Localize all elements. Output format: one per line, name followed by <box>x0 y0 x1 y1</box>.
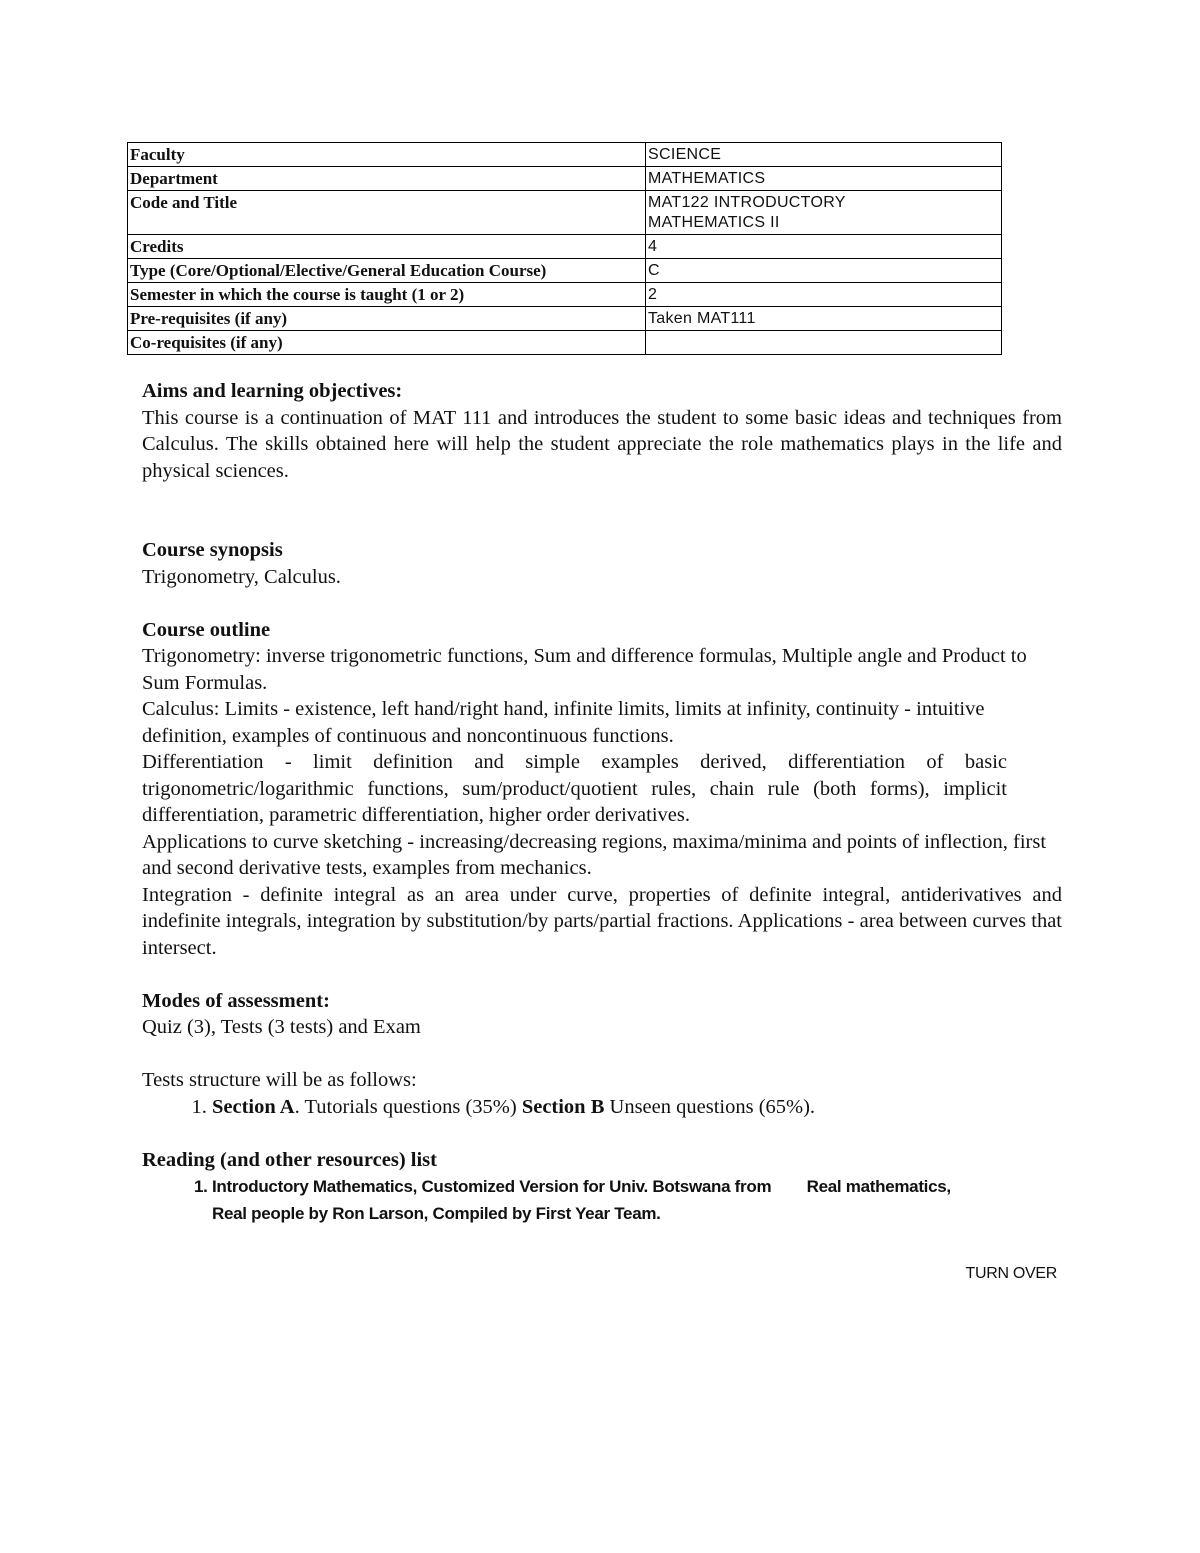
row-label: Type (Core/Optional/Elective/General Education Course) <box>128 259 646 283</box>
reading-list <box>142 1173 1062 1227</box>
outline-integration: Integration - definite integral as an area under curve, properties of definite integral, antiderivatives and indefinite integrals, integration by substitution/by parts/partial fractions. Applications - area between curves that intersect. <box>142 883 1062 959</box>
row-label: Faculty <box>128 143 646 167</box>
row-value <box>646 331 1002 355</box>
row-value: 4 <box>646 235 1002 259</box>
row-value: MATHEMATICS <box>646 167 1002 191</box>
section-b-text: Unseen questions (65%). <box>604 1095 816 1118</box>
aims-text: This course is a continuation of MAT 111 and introduces the student to some basic ideas and techniques from Calculus. The skills obtained here will help the student appreciate the role mathematics plays in the life and physical sciences. <box>142 406 1062 482</box>
row-label: Code and Title <box>128 191 646 235</box>
spacer <box>142 484 1062 537</box>
row-value: C <box>646 259 1002 283</box>
list-item <box>212 1094 1062 1121</box>
spacer <box>142 1120 1062 1147</box>
row-value: MAT122 INTRODUCTORY MATHEMATICS II <box>646 191 1002 235</box>
table-row <box>128 167 1002 191</box>
turn-over-label: TURN OVER <box>965 1265 1057 1282</box>
spacer <box>142 1041 1062 1068</box>
outline-applications: Applications to curve sketching - increasing/decreasing regions, maxima/minima and points of inflection, first and second derivative tests, examples from mechanics. <box>142 830 1047 879</box>
table-row <box>128 191 1002 235</box>
row-value: Taken MAT111 <box>646 307 1002 331</box>
section-a-label: Section A <box>212 1095 295 1118</box>
table-row <box>128 283 1002 307</box>
section-a-text: . Tutorials questions (35%) <box>294 1095 522 1118</box>
table-row <box>128 143 1002 167</box>
row-label: Co-requisites (if any) <box>128 331 646 355</box>
row-label: Semester in which the course is taught (1 or 2) <box>128 283 646 307</box>
reading-heading: Reading (and other resources) list <box>142 1148 437 1171</box>
synopsis-text: Trigonometry, Calculus. <box>142 565 341 588</box>
list-item: 1. Introductory Mathematics, Customized Version for Univ. Botswana from Real mathematics, Real people by Ron Larson, Compiled by First Year Team. <box>212 1173 1062 1227</box>
course-info-table <box>127 142 1002 355</box>
tests-intro: Tests structure will be as follows: <box>142 1069 417 1091</box>
spacer <box>142 961 1062 988</box>
outline-trigonometry: Trigonometry: inverse trigonometric functions, Sum and difference formulas, Multiple angle and Product to Sum Formulas. <box>142 645 1027 694</box>
outline-calculus: Calculus: Limits - existence, left hand/right hand, infinite limits, limits at infinity, continuity - intuitive definition, examples of continuous and noncontinuous functions. <box>142 698 985 747</box>
row-label: Pre-requisites (if any) <box>128 307 646 331</box>
row-label: Department <box>128 167 646 191</box>
table-row <box>128 331 1002 355</box>
outline-heading: Course outline <box>142 618 271 641</box>
aims-heading: Aims and learning objectives: <box>142 380 403 402</box>
row-value: 2 <box>646 283 1002 307</box>
row-value: SCIENCE <box>646 143 1002 167</box>
outline-differentiation: Differentiation - limit definition and simple examples derived, differentiation of basic trigonometric/logarithmic functions, sum/product/quotient rules, chain rule (both forms), implicit differentiation, parametric differentiation, higher order derivatives. <box>142 751 1007 826</box>
section-b-label: Section B <box>521 1095 605 1118</box>
assessment-text: Quiz (3), Tests (3 tests) and Exam <box>142 1016 421 1038</box>
table-row <box>128 235 1002 259</box>
spacer <box>142 590 1062 617</box>
course-description <box>142 378 1062 1227</box>
tests-list <box>142 1094 1062 1121</box>
synopsis-heading: Course synopsis <box>142 539 283 561</box>
assessment-heading: Modes of assessment: <box>142 989 330 1012</box>
row-label: Credits <box>128 235 646 259</box>
table-row <box>128 307 1002 331</box>
table-row <box>128 259 1002 283</box>
